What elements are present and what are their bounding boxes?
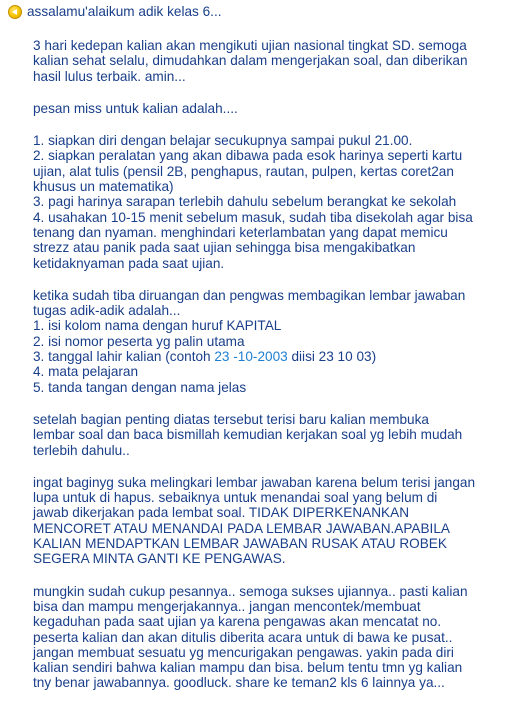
list-item: tenang dan nyaman. menghindari keterlambatan yang dapat memicu [33,224,448,240]
date-link[interactable]: 23 -10-2003 [214,349,288,365]
list-item: 5. tanda tangan dengan nama jelas [33,379,247,395]
post-arrow-icon [8,5,22,19]
text-line: hasil lulus terbaik. amin... [33,68,186,84]
text-line: ketika sudah tiba diruangan dan pengwas membagikan lembar jawaban [33,287,466,303]
text-line: tugas adik-adik adalah... [33,303,181,319]
text-line: MENCORET ATAU MENANDAI PADA LEMBAR JAWABAN.APABILA [33,520,450,536]
text-line: lembar soal dan baca bismillah kemudian kerjakan soal yg lebih mudah [33,427,463,443]
text-line: KALIAN MENDAPTKAN LEMBAR JAWABAN RUSAK ATAU ROBEK [33,536,447,552]
text-line: jangan membuat sesuatu yg mencurigakan pengawas. yakin pada diri [33,644,454,660]
paragraph-intro [33,101,519,116]
list-item: ketidaknyaman pada saat ujian. [33,255,225,271]
list-item: 4. mata pelajaran [33,364,139,380]
post-header [8,3,222,21]
text-line: ingat baginyg suka melingkari lembar jawaban karena belum terisi jangan [33,474,476,490]
text-line: bisa dan mampu mengerjakannya.. jangan mencontek/membuat [33,598,421,614]
paragraph-answer-sheet-list [33,288,519,395]
list-item: khusus un matematika) [33,179,174,195]
text-line: SEGERA MINTA GANTI KE PENGAWAS. [33,551,286,567]
list-item: 1. isi kolom nama dengan huruf KAPITAL [33,318,282,334]
text-line: jawab dikerjakan pada lembat soal. TIDAK DIPERKENANKAN [33,505,410,521]
list-item-date-example [33,349,519,364]
list-item: 3. pagi harinya sarapan terlebih dahulu sebelum berangkat ke sekolah [33,194,457,210]
paragraph-greeting [33,38,519,84]
paragraph-closing [33,584,519,691]
text-line: pesan miss untuk kalian adalah.... [33,100,238,116]
date-line-prefix: 3. tanggal lahir kalian (contoh [33,349,215,365]
post-title: assalamu'alaikum adik kelas 6... [27,4,222,20]
list-item: 2. isi nomor peserta yg palin utama [33,333,245,349]
list-item: 2. siapkan peralatan yang akan dibawa pada esok harinya seperti kartu [33,148,463,164]
text-line: lupa untuk di hapus. sebaiknya untuk menandai soal yang belum di [33,490,438,506]
text-line: kalian sendiri bahwa kalian mampu dan bisa. belum tentu tmn yg kalian [33,660,463,676]
text-line: 3 hari kedepan kalian akan mengikuti ujian nasional tingkat SD. semoga [33,38,467,53]
post-body [33,38,519,708]
date-line-suffix: diisi 23 10 03) [287,349,377,365]
list-item: 4. usahakan 10-15 menit sebelum masuk, sudah tiba disekolah agar bisa [33,209,473,225]
paragraph-after-filling [33,412,519,458]
text-line: peserta kalian dan akan ditulis diberita acara untuk di bawa ke pusat.. [33,629,453,645]
list-item: ujian, alat tulis (pensil 2B, penghapus, rautan, pulpen, kertas coret2an [33,163,454,179]
list-item: strezz atau panik pada saat ujian sehingga bisa mengakibatkan [33,240,416,256]
text-line: tny benar jawabannya. goodluck. share ke teman2 kls 6 lainnya ya... [33,675,445,691]
text-line: terlebih dahulu.. [33,442,130,458]
paragraph-warning [33,475,519,567]
text-line: setelah bagian penting diatas tersebut terisi baru kalian membuka [33,411,429,427]
text-line: mungkin sudah cukup pesannya.. semoga sukses ujiannya.. pasti kalian [33,583,468,599]
list-item: 1. siapkan diri dengan belajar secukupnya sampai pukul 21.00. [33,133,413,149]
text-line: kegaduhan pada saat ujian ya karena pengawas akan mencatat no. [33,614,442,630]
text-line: kalian sehat selalu, dimudahkan dalam mengerjakan soal, dan diberikan [33,53,468,69]
paragraph-preparation-list [33,133,519,271]
